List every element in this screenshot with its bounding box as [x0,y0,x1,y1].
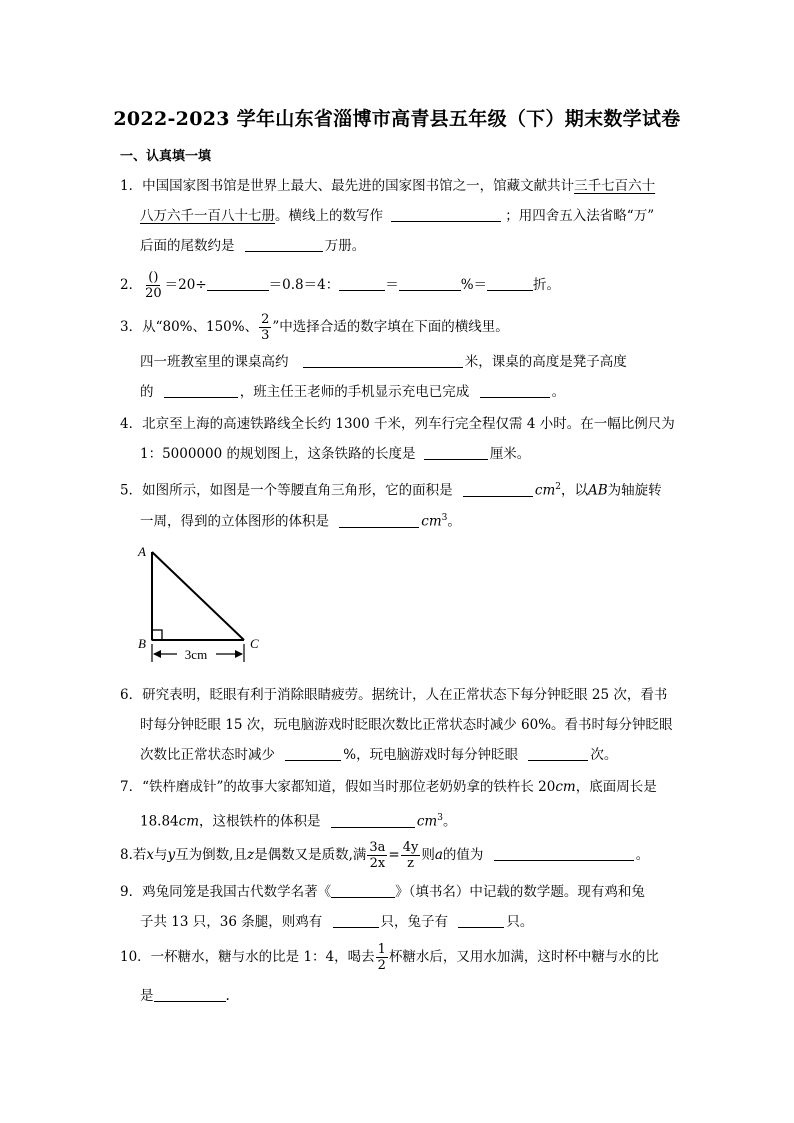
q1-text: ；用四舍五入法省略“万” [505,208,655,224]
q8-fraction-1 [367,840,387,871]
q3-text: 。 [551,384,566,400]
arrow-right-icon [235,650,243,658]
q8-variable-x: x [146,847,155,863]
q8-text: 的值为 [442,847,484,863]
q5-exponent: 3 [441,513,448,523]
q8-fraction-denominator: z [407,856,414,871]
q7-unit: cm [555,779,576,795]
q6-text: 次数比正常状态时减少 [140,747,275,763]
q3-fraction-denominator: 3 [261,328,270,343]
q2-text: ＝20÷ [164,277,207,293]
q2-line [120,268,560,302]
q4-line-1 [120,414,675,434]
q5-unit: cm [421,513,442,530]
q5-line-1 [120,477,662,501]
q8-fraction-denominator: 2x [369,856,386,871]
q8-variable-a: a [434,847,443,863]
q9-answer-blank-1[interactable] [331,883,395,898]
section-heading: 一、认真填一填 [120,149,212,164]
q8-text: 与 [154,847,168,863]
q3-line-3 [140,382,565,402]
q3-text: ，班主任王老师的手机显示充电已完成 [239,384,470,400]
q2-answer-blank-3[interactable] [399,276,461,291]
q9-answer-blank-2[interactable] [333,913,379,928]
q5-text: 5．如图所示，如图是一个等腰直角三角形，它的面积是 [120,482,453,499]
q4-text: 厘米。 [489,446,531,462]
q6-text: 时每分钟眨眼 15 次，玩电脑游戏时眨眼次数比正常状态时减少 60%。看书时每分钟眨眼 [140,717,673,733]
vertex-label-c: C [250,636,259,651]
q9-text: 只。 [506,914,534,930]
q10-fraction-denominator: 2 [377,958,386,973]
q2-text: %＝ [460,277,488,293]
q6-text: 6．研究表明，眨眼有利于消除眼睛疲劳。据统计，人在正常状态下每分钟眨眼 25 次，看书 [120,687,668,703]
q1-text: 万册。 [324,238,366,254]
q7-exponent: 3 [437,813,443,823]
triangle-figure [132,540,272,670]
q5-text: 。 [447,513,461,530]
vertex-label-b: B [138,636,146,651]
q1-line-3 [140,236,365,256]
q8-answer-blank[interactable] [494,846,634,861]
q2-answer-blank-2[interactable] [339,276,385,291]
q1-line-1 [120,176,655,196]
q3-text: ”中选择合适的数字填在下面的横线里。 [272,319,509,335]
q2-number: 2． [120,277,143,293]
q8-variable-z: z [246,847,255,863]
q2-answer-blank-4[interactable] [487,276,533,291]
q8-text: 。 [635,847,650,863]
q7-text: ，这根铁杵的体积是 [199,813,321,830]
q10-answer-blank[interactable] [154,987,226,1002]
q8-variable-y: y [167,847,176,863]
q6-answer-blank-1[interactable] [285,746,341,761]
q10-fraction [376,942,388,973]
q8-fraction-numerator: 3a [369,840,386,855]
q2-fraction [143,270,164,301]
q7-answer-blank[interactable] [331,813,415,828]
q1-underlined-number-cont: 八万六千一百八十七册 [140,208,275,224]
q6-answer-blank-2[interactable] [528,746,588,761]
q3-answer-blank-3[interactable] [480,383,550,398]
q9-text: 只，兔子有 [380,914,449,930]
q6-line-3 [140,745,617,765]
q7-text: 18.84 [140,813,179,830]
q7-unit: cm [178,813,200,830]
q3-text: 3．从“80%、150%、 [120,319,259,335]
q10-text: 杯糖水后，又用水加满，这时杯中糖与水的比 [388,949,659,965]
q9-line-2 [140,912,533,932]
q4-text: 1：5000000 的规划图上，这条铁路的长度是 [140,446,416,462]
q4-answer-blank[interactable] [424,445,488,460]
q3-answer-blank-1[interactable] [303,353,463,368]
q7-line-2 [140,808,456,832]
q2-fraction-numerator[interactable]: () [148,270,159,285]
q1-underlined-number: 三千七百六十 [574,178,656,194]
q1-line-2 [140,206,654,226]
q3-text: 四一班教室里的课桌高约 [140,354,289,370]
q1-answer-blank-2[interactable] [245,237,323,252]
q2-answer-blank-1[interactable] [207,276,269,291]
q8-equals-sign: = [388,847,400,863]
q3-line-2 [140,352,627,372]
q8-text: 互为倒数,且 [175,847,247,863]
q5-line-2 [140,508,461,532]
q10-text: 10．一杯糖水，糖与水的比是 1：4，喝去 [120,949,375,965]
q9-text: 9．鸡兔同笼是我国古代数学名著《 [120,884,332,900]
exam-title: 2022-2023 学年山东省淄博市高青县五年级（下）期末数学试卷 [113,108,681,130]
q9-text: 子共 13 只，36 条腿，则鸡有 [140,914,323,930]
q10-text: . [225,988,230,1004]
q1-text: 后面的尾数约是 [140,238,235,254]
q6-text: %，玩电脑游戏时每分钟眨眼 [343,747,519,763]
q5-exponent: 2 [555,482,561,492]
q6-text: 次。 [590,747,618,763]
q2-text: 折。 [533,277,561,293]
q9-line-1 [120,882,645,902]
arrow-left-icon [153,650,161,658]
q8-fraction-numerator: 4y [402,840,419,855]
q5-axis-label: AB [588,482,608,499]
q5-text: 为轴旋转 [607,482,662,499]
side-ac [152,552,244,640]
q3-answer-blank-2[interactable] [164,383,238,398]
q1-text: 1．中国国家图书馆是世界上最大、最先进的国家图书馆之一，馆藏文献共计 [120,178,575,194]
q8-text: 8.若 [120,847,147,863]
q2-fraction-denominator: 20 [145,286,162,301]
q3-fraction [259,312,271,343]
q2-text: ＝0.8＝4： [268,277,340,293]
q3-line-1 [120,310,509,344]
q9-answer-blank-3[interactable] [458,913,504,928]
q7-text: 。 [442,813,457,830]
q7-line-1 [120,777,657,797]
q8-line [120,838,649,872]
q7-unit: cm [416,813,438,830]
q5-text: ，以 [561,482,588,499]
q4-text: 4．北京至上海的高速铁路线全长约 1300 千米，列车行完全程仅需 4 小时。在一幅比例尺为 [120,416,675,432]
q6-line-1 [120,685,667,705]
right-angle-mark [152,630,162,640]
vertex-label-a: A [138,544,146,559]
q6-line-2 [140,715,673,735]
q1-answer-blank-1[interactable] [391,207,501,222]
base-length-label: 3cm [184,647,208,662]
q7-text: ，底面周长是 [575,779,657,795]
q3-text: 的 [140,384,154,400]
q3-fraction-numerator: 2 [261,312,270,327]
q5-unit: cm [534,482,556,499]
q8-fraction-2 [401,840,421,871]
q10-line-2 [140,986,230,1006]
q4-line-2 [140,444,530,464]
q10-fraction-numerator: 1 [377,942,386,957]
q10-line-1 [120,940,659,974]
q5-text: 一周，得到的立体图形的体积是 [140,513,329,530]
q10-text: 是 [140,988,154,1004]
q5-answer-blank-2[interactable] [339,513,419,528]
q7-text: 7．“铁杵磨成针”的故事大家都知道，假如当时那位老奶奶拿的铁杵长 20 [120,779,556,795]
q3-text: 米，课桌的高度是凳子高度 [464,354,627,370]
q9-text: 》（填书名）中记载的数学题。现有鸡和兔 [395,884,645,900]
q8-text: 是偶数又是质数,满 [254,847,367,863]
q8-text: 则 [421,847,435,863]
q1-text: 。横线上的数写作 [275,208,383,224]
q2-text: ＝ [385,277,399,293]
q5-answer-blank-1[interactable] [463,482,533,497]
